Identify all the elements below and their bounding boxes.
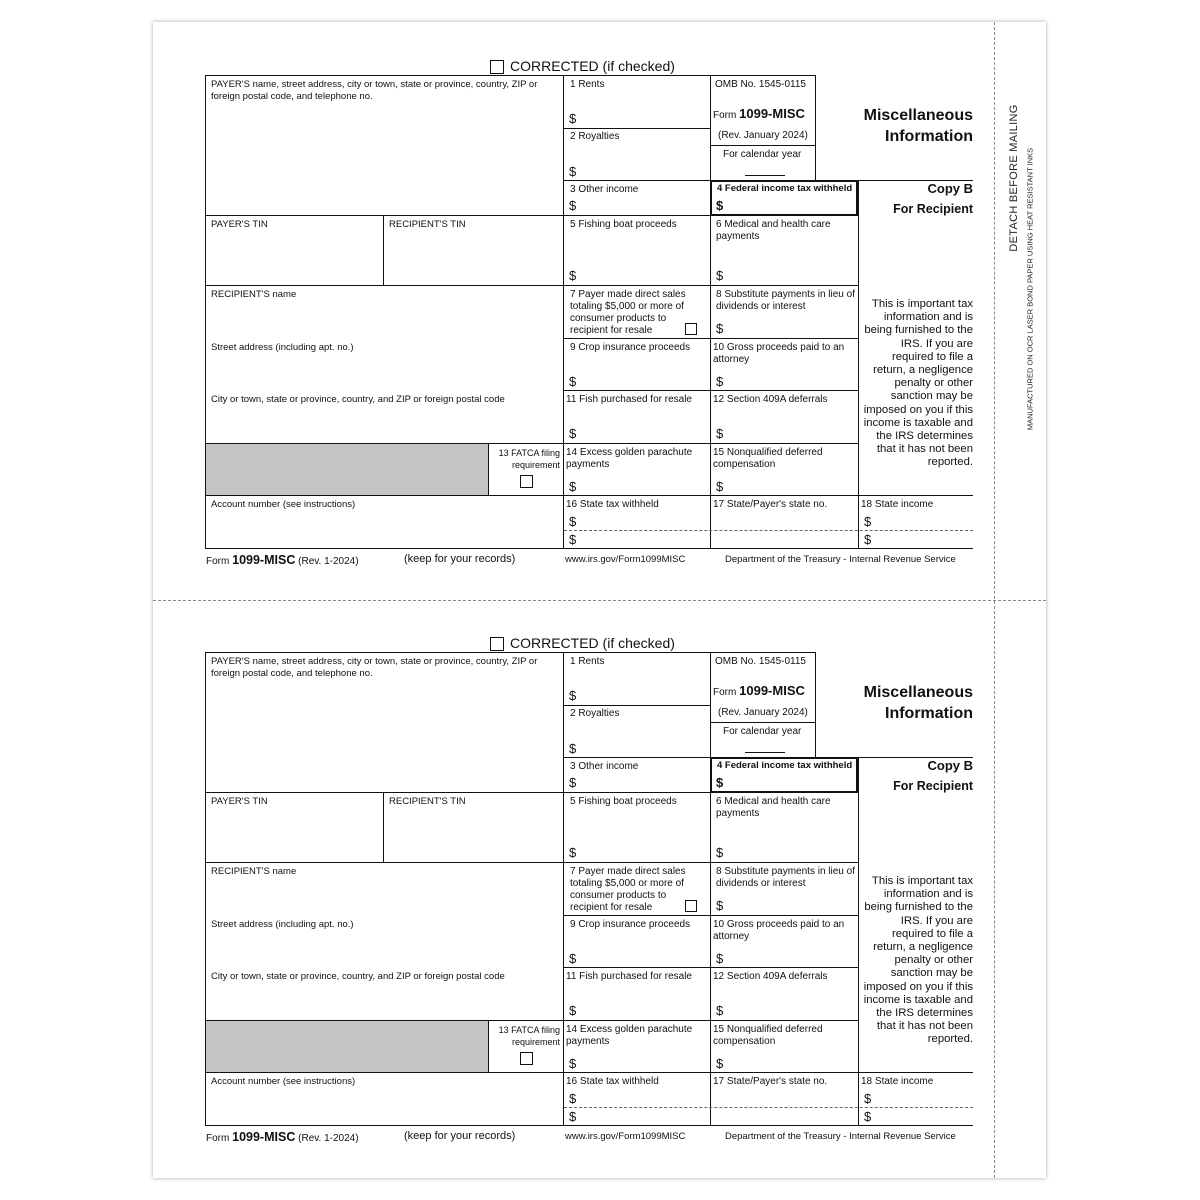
- box16-label: 16 State tax withheld: [566, 499, 659, 510]
- shaded-area: [206, 1021, 488, 1072]
- corrected-checkbox[interactable]: [490, 60, 504, 74]
- box11-dollar: $: [569, 1003, 577, 1018]
- box16-dollar-1: $: [569, 1091, 577, 1106]
- box11-dollar: $: [569, 426, 577, 441]
- box2-label: 2 Royalties: [570, 131, 620, 142]
- box4-dollar: $: [716, 775, 724, 790]
- box18-dollar-1: $: [864, 1091, 872, 1106]
- footer-form-name: 1099-MISC: [232, 1130, 296, 1144]
- footer-form-id: [206, 1130, 359, 1146]
- recipient-name-label: RECIPIENT'S name: [211, 866, 297, 877]
- box12-dollar: $: [716, 426, 724, 441]
- form-name: 1099-MISC: [739, 683, 805, 698]
- box3-label: 3 Other income: [570, 761, 639, 772]
- box9-dollar: $: [569, 374, 577, 389]
- street-address-label: Street address (including apt. no.): [211, 919, 354, 930]
- box5-label: 5 Fishing boat proceeds: [570, 219, 677, 230]
- form-word: Form: [713, 687, 737, 698]
- box1-dollar: $: [569, 111, 577, 126]
- box15-label: 15 Nonqualified deferred compensation: [713, 447, 823, 470]
- calendar-year-label: For calendar year: [723, 149, 802, 160]
- recipient-name-label: RECIPIENT'S name: [211, 289, 297, 300]
- footer-keep: (keep for your records): [404, 553, 516, 565]
- box7-checkbox[interactable]: [685, 323, 697, 335]
- account-number-label: Account number (see instructions): [211, 499, 356, 510]
- box16-dollar-2: $: [569, 532, 577, 547]
- box11-label: 11 Fish purchased for resale: [566, 394, 692, 405]
- box8-label: 8 Substitute payments in lieu of dividends or interest: [716, 866, 855, 889]
- payer-tin-label: PAYER'S TIN: [211, 796, 268, 807]
- box4-dollar: $: [716, 198, 724, 213]
- box1-label: 1 Rents: [570, 656, 605, 667]
- box5-dollar: $: [569, 845, 577, 860]
- box12-dollar: $: [716, 1003, 724, 1018]
- box2-label: 2 Royalties: [570, 708, 620, 719]
- box9-dollar: $: [569, 951, 577, 966]
- notice-text: This is important tax information and is being furnished to the IRS. If you are required to file a return, a negligence penalty or other sanction may be imposed on you if this income is taxable and the IRS determines that it has not been reported.: [863, 875, 973, 1046]
- shaded-area: [206, 444, 488, 495]
- box14-dollar: $: [569, 479, 577, 494]
- box15-dollar: $: [716, 1056, 724, 1071]
- box7-checkbox[interactable]: [685, 900, 697, 912]
- box18-dollar-1: $: [864, 514, 872, 529]
- box15-label: 15 Nonqualified deferred compensation: [713, 1024, 823, 1047]
- payer-name-label: PAYER'S name, street address, city or town, state or province, country, ZIP or foreign postal code, and telephone no.: [211, 79, 538, 102]
- box6-dollar: $: [716, 268, 724, 283]
- state-divider: [564, 530, 973, 531]
- box1-label: 1 Rents: [570, 79, 605, 90]
- form-name: 1099-MISC: [739, 106, 805, 121]
- recipient-tin-label: RECIPIENT'S TIN: [389, 219, 466, 230]
- box10-dollar: $: [716, 951, 724, 966]
- detach-note: DETACH BEFORE MAILING: [1008, 104, 1020, 252]
- box16-label: 16 State tax withheld: [566, 1076, 659, 1087]
- box10-dollar: $: [716, 374, 724, 389]
- calendar-year-label: For calendar year: [723, 726, 802, 737]
- form-title: Miscellaneous Information: [863, 107, 973, 145]
- corrected-label: CORRECTED (if checked): [510, 635, 675, 651]
- corrected-checkbox[interactable]: [490, 637, 504, 651]
- notice-text: This is important tax information and is being furnished to the IRS. If you are required to file a return, a negligence penalty or other sanction may be imposed on you if this income is taxable and the IRS determines that it has not been reported.: [863, 298, 973, 469]
- box8-dollar: $: [716, 321, 724, 336]
- box5-label: 5 Fishing boat proceeds: [570, 796, 677, 807]
- city-label: City or town, state or province, country, and ZIP or foreign postal code: [211, 971, 505, 982]
- box3-label: 3 Other income: [570, 184, 639, 195]
- fatca-label: 13 FATCA filing requirement: [498, 1025, 560, 1047]
- box15-dollar: $: [716, 479, 724, 494]
- footer-url: www.irs.gov/Form1099MISC: [565, 554, 686, 565]
- box6-label: 6 Medical and health care payments: [716, 796, 831, 819]
- box7-label: 7 Payer made direct sales totaling $5,000 or more of consumer products to recipient for resale: [570, 289, 686, 336]
- box18-label: 18 State income: [861, 1076, 934, 1087]
- footer-form-id: [206, 553, 359, 569]
- corrected-label: CORRECTED (if checked): [510, 58, 675, 74]
- copy-label: Copy B: [927, 181, 973, 196]
- omb-number: OMB No. 1545-0115: [715, 656, 806, 667]
- for-recipient-label: For Recipient: [893, 779, 973, 793]
- form-number: [713, 683, 805, 701]
- box18-dollar-2: $: [864, 532, 872, 547]
- box14-dollar: $: [569, 1056, 577, 1071]
- box17-label: 17 State/Payer's state no.: [713, 1076, 828, 1087]
- state-divider: [564, 1107, 973, 1108]
- box12-label: 12 Section 409A deferrals: [713, 971, 828, 982]
- box12-label: 12 Section 409A deferrals: [713, 394, 828, 405]
- footer-rev: (Rev. 1-2024): [298, 556, 359, 567]
- box9-label: 9 Crop insurance proceeds: [570, 919, 691, 930]
- footer-rev: (Rev. 1-2024): [298, 1133, 359, 1144]
- fatca-checkbox[interactable]: [520, 475, 533, 488]
- box3-dollar: $: [569, 198, 577, 213]
- form-word: Form: [713, 110, 737, 121]
- box5-dollar: $: [569, 268, 577, 283]
- footer-form-name: 1099-MISC: [232, 553, 296, 567]
- revision-date: (Rev. January 2024): [718, 707, 808, 718]
- footer-keep: (keep for your records): [404, 1130, 516, 1142]
- box14-label: 14 Excess golden parachute payments: [566, 447, 693, 470]
- for-recipient-label: For Recipient: [893, 202, 973, 216]
- box10-label: 10 Gross proceeds paid to an attorney: [713, 342, 845, 365]
- box14-label: 14 Excess golden parachute payments: [566, 1024, 693, 1047]
- street-address-label: Street address (including apt. no.): [211, 342, 354, 353]
- footer-dept: Department of the Treasury - Internal Revenue Service: [725, 1131, 956, 1142]
- box18-dollar-2: $: [864, 1109, 872, 1124]
- box1-dollar: $: [569, 688, 577, 703]
- box6-label: 6 Medical and health care payments: [716, 219, 831, 242]
- box2-dollar: $: [569, 164, 577, 179]
- box8-dollar: $: [716, 898, 724, 913]
- copy-label: Copy B: [927, 758, 973, 773]
- payer-name-label: PAYER'S name, street address, city or town, state or province, country, ZIP or foreign postal code, and telephone no.: [211, 656, 538, 679]
- copy-bottom: [0, 577, 1200, 1177]
- box16-dollar-2: $: [569, 1109, 577, 1124]
- recipient-tin-label: RECIPIENT'S TIN: [389, 796, 466, 807]
- fatca-checkbox[interactable]: [520, 1052, 533, 1065]
- footer-url: www.irs.gov/Form1099MISC: [565, 1131, 686, 1142]
- box3-dollar: $: [569, 775, 577, 790]
- box7-label: 7 Payer made direct sales totaling $5,000 or more of consumer products to recipient for resale: [570, 866, 686, 913]
- footer-form-word: Form: [206, 1133, 230, 1144]
- box18-label: 18 State income: [861, 499, 934, 510]
- paper-note: MANUFACTURED ON OCR LASER BOND PAPER USING HEAT RESISTANT INKS: [1025, 147, 1035, 431]
- box16-dollar-1: $: [569, 514, 577, 529]
- city-label: City or town, state or province, country, and ZIP or foreign postal code: [211, 394, 505, 405]
- box17-label: 17 State/Payer's state no.: [713, 499, 828, 510]
- footer-dept: Department of the Treasury - Internal Revenue Service: [725, 554, 956, 565]
- box8-label: 8 Substitute payments in lieu of dividends or interest: [716, 289, 855, 312]
- form-title: Miscellaneous Information: [863, 684, 973, 722]
- omb-number: OMB No. 1545-0115: [715, 79, 806, 90]
- box10-label: 10 Gross proceeds paid to an attorney: [713, 919, 845, 942]
- fatca-label: 13 FATCA filing requirement: [498, 448, 560, 470]
- payer-tin-label: PAYER'S TIN: [211, 219, 268, 230]
- box11-label: 11 Fish purchased for resale: [566, 971, 692, 982]
- box6-dollar: $: [716, 845, 724, 860]
- box4-label: 4 Federal income tax withheld: [717, 183, 853, 194]
- box4-label: 4 Federal income tax withheld: [717, 760, 853, 771]
- form-number: [713, 106, 805, 124]
- footer-form-word: Form: [206, 556, 230, 567]
- revision-date: (Rev. January 2024): [718, 130, 808, 141]
- box2-dollar: $: [569, 741, 577, 756]
- box9-label: 9 Crop insurance proceeds: [570, 342, 691, 353]
- account-number-label: Account number (see instructions): [211, 1076, 356, 1087]
